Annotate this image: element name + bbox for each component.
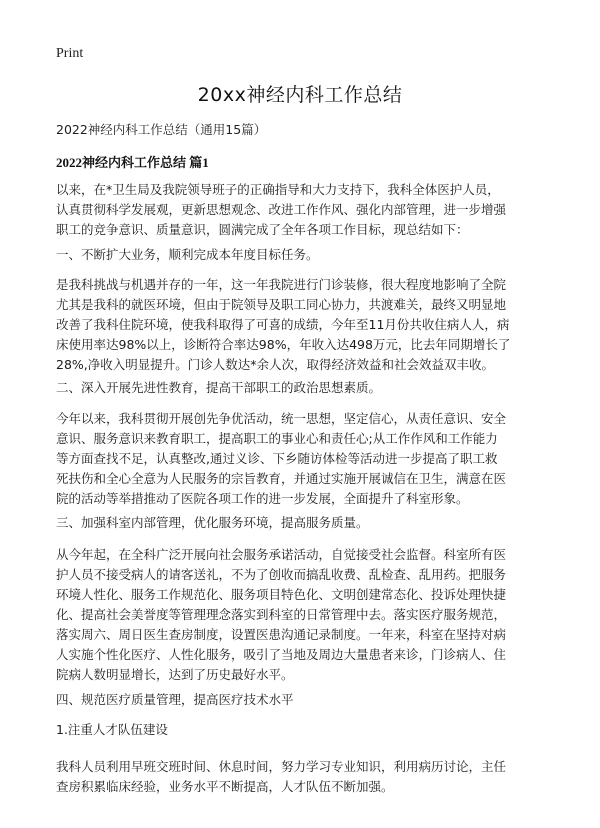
paragraph-line: 院的活动等举措推动了医院各项工作的进一步发展，全面提升了科室形象。 bbox=[56, 491, 469, 506]
print-link[interactable]: Print bbox=[56, 46, 84, 61]
intro-paragraph bbox=[56, 180, 556, 240]
paragraph-1 bbox=[56, 275, 556, 375]
paragraph-line: 床使用率达98%以上，诊断符合率达98%，年收入达498万元，比去年同期增长了 bbox=[56, 337, 511, 352]
heading-5: 1.注重人才队伍建设 bbox=[56, 722, 168, 737]
paragraph-line: 从今年起，在全科广泛开展向社会服务承诺活动，自觉接受社会监督。科室所有医 bbox=[56, 547, 507, 562]
paragraph-line: 改善了我科住院环境，使我科取得了可喜的成绩，今年至11月份共收住病人人，病 bbox=[56, 317, 510, 332]
paragraph-line: 等方面查找不足，认真整改,通过义诊、下乡随访体检等活动进一步提高了职工救 bbox=[56, 451, 498, 466]
heading-4: 四、规范医疗质量管理，提高医疗技术水平 bbox=[56, 692, 294, 707]
paragraph-line: 化、提高社会美誉度等管理理念落实到科室的日常管理中去。落实医疗服务规范， bbox=[56, 607, 507, 622]
paragraph-4 bbox=[56, 757, 556, 797]
paragraph-line: 落实周六、周日医生查房制度，设置医患沟通记录制度。一年来，科室在坚持对病 bbox=[56, 627, 507, 642]
paragraph-line: 28%,净收入明显提升。门诊人数达*余人次，取得经济效益和社会效益双丰收。 bbox=[56, 357, 495, 372]
document-title: 20xx神经内科工作总结 bbox=[197, 84, 403, 106]
paragraph-line: 认真贯彻科学发展观，更新思想观念、改进工作作风、强化内部管理，进一步增强 bbox=[56, 202, 507, 217]
heading-1: 一、不断扩大业务，顺利完成本年度目标任务。 bbox=[56, 247, 319, 262]
paragraph-line: 我科人员利用早班交班时间、休息时间，努力学习专业知识，利用病历讨论，主任 bbox=[56, 759, 507, 774]
paragraph-line: 护人员不接受病人的请客送礼，不为了创收而搞乱收费、乱检查、乱用药。把服务 bbox=[56, 567, 507, 582]
paragraph-line: 人实施个性化医疗、人性化服务，吸引了当地及周边大量患者来诊，门诊病人、住 bbox=[56, 647, 507, 662]
paragraph-line: 以来，在*卫生局及我院领导班子的正确指导和大力支持下，我科全体医护人员， bbox=[56, 182, 500, 197]
heading-3: 三、加强科室内部管理，优化服务环境，提高服务质量。 bbox=[56, 515, 369, 530]
paragraph-2 bbox=[56, 409, 556, 509]
paragraph-line: 尤其是我科的就医环境，但由于院领导及职工同心协力，共渡难关，最终又明显地 bbox=[56, 297, 507, 312]
paragraph-line: 职工的竞争意识、质量意识，圆满完成了全年各项工作目标，现总结如下： bbox=[56, 222, 469, 237]
paragraph-line: 查房积累临床经验，业务水平不断提高，人才队伍不断加强。 bbox=[56, 779, 394, 794]
paragraph-3 bbox=[56, 545, 556, 685]
heading-2: 二、深入开展先进性教育，提高干部职工的政治思想素质。 bbox=[56, 380, 382, 395]
document-subtitle: 2022神经内科工作总结（通用15篇） bbox=[56, 122, 267, 137]
paragraph-line: 院病人数明显增长，达到了历史最好水平。 bbox=[56, 667, 294, 682]
paragraph-line: 死扶伤和全心全意为人民服务的宗旨教育，并通过实施开展诚信在卫生，满意在医 bbox=[56, 471, 507, 486]
paragraph-line: 是我科挑战与机遇并存的一年，这一年我院进行门诊装修，很大程度地影响了全院 bbox=[56, 277, 507, 292]
paragraph-line: 环境人性化、服务工作规范化、服务项目特色化、文明创建常态化、投诉处理快捷 bbox=[56, 587, 507, 602]
paragraph-line: 意识、服务意识来教育职工，提高职工的事业心和责任心;从工作作风和工作能力 bbox=[56, 431, 498, 446]
section-heading: 2022神经内科工作总结 篇1 bbox=[56, 155, 209, 170]
paragraph-line: 今年以来，我科贯彻开展创先争优活动，统一思想，坚定信心，从责任意识、安全 bbox=[56, 411, 507, 426]
